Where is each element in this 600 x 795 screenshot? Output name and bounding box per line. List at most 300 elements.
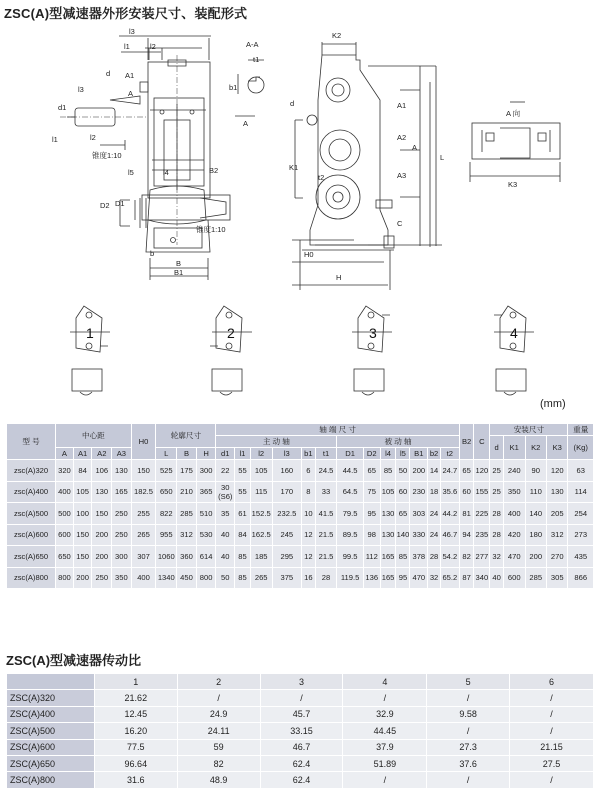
table-row bbox=[7, 567, 594, 589]
table-cell: 85 bbox=[396, 546, 410, 568]
dim-l2-input: l2 bbox=[90, 133, 96, 142]
table-cell: 182.5 bbox=[131, 481, 156, 503]
table-cell: 22 bbox=[216, 460, 235, 482]
col-kg: (Kg) bbox=[568, 436, 594, 460]
table-cell: 130 bbox=[92, 481, 112, 503]
ratio-cell: 9.58 bbox=[427, 706, 510, 722]
table-cell: 273 bbox=[568, 524, 594, 546]
table-row bbox=[7, 503, 594, 525]
table-cell: 21.5 bbox=[315, 546, 337, 568]
a-view-label: A 向 bbox=[506, 109, 521, 118]
section-a-a bbox=[235, 60, 264, 116]
model-cell: zsc(A)500 bbox=[7, 503, 56, 525]
dim-l3-input: l3 bbox=[78, 85, 84, 94]
dim-b1-section: b1 bbox=[229, 83, 238, 92]
table-cell: 10 bbox=[302, 503, 316, 525]
table-cell: 60 bbox=[459, 481, 474, 503]
table-cell: 64.5 bbox=[337, 481, 364, 503]
table-cell: 150 bbox=[73, 546, 92, 568]
ratio-row bbox=[7, 739, 594, 755]
dim-l3: l3 bbox=[129, 27, 135, 36]
table-cell: 822 bbox=[156, 503, 177, 525]
table-cell: 140 bbox=[525, 503, 546, 525]
dim-k1: K1 bbox=[289, 163, 299, 172]
subcol-driven-1: D2 bbox=[363, 448, 380, 460]
ratio-cell: 82 bbox=[177, 755, 260, 771]
ratio-cell: / bbox=[343, 690, 427, 706]
ratio-header-4: 4 bbox=[343, 674, 427, 690]
ratio-row bbox=[7, 772, 594, 788]
ratio-header-corner bbox=[7, 674, 95, 690]
ratio-row bbox=[7, 706, 594, 722]
table-row bbox=[7, 481, 594, 503]
table-cell: 8 bbox=[302, 481, 316, 503]
table-cell: 270 bbox=[546, 546, 567, 568]
table-cell: 285 bbox=[177, 503, 197, 525]
ratio-cell: 62.4 bbox=[260, 772, 343, 788]
table-cell: 40 bbox=[216, 546, 235, 568]
table-cell: 79.5 bbox=[337, 503, 364, 525]
table-cell: 140 bbox=[396, 524, 410, 546]
table-cell: 28 bbox=[490, 524, 504, 546]
ratio-cell: 24.9 bbox=[177, 706, 260, 722]
table-cell: 470 bbox=[410, 567, 428, 589]
table-cell: 1340 bbox=[156, 567, 177, 589]
subcol-drive-3: l3 bbox=[272, 448, 301, 460]
table-cell: 105 bbox=[73, 481, 92, 503]
col-k1: K1 bbox=[504, 436, 525, 460]
ratio-row bbox=[7, 755, 594, 771]
table-cell: 265 bbox=[131, 524, 156, 546]
ratio-cell: 45.7 bbox=[260, 706, 343, 722]
dim-l2: l2 bbox=[150, 42, 156, 51]
table-cell: 165 bbox=[380, 546, 396, 568]
dim-b2: B2 bbox=[209, 166, 219, 175]
table-cell: 375 bbox=[272, 567, 301, 589]
table-cell: 14 bbox=[428, 460, 441, 482]
table-cell: 130 bbox=[112, 460, 132, 482]
table-cell: 450 bbox=[177, 567, 197, 589]
dim-t2: t2 bbox=[318, 173, 325, 182]
table-cell: 420 bbox=[504, 524, 525, 546]
table-cell: 40 bbox=[216, 524, 235, 546]
table-cell: 119.5 bbox=[337, 567, 364, 589]
table-cell: 255 bbox=[131, 503, 156, 525]
assembly-form-4 bbox=[494, 306, 534, 395]
table-cell: 360 bbox=[177, 546, 197, 568]
dim-b: b bbox=[150, 249, 155, 258]
dim-a1-front: A1 bbox=[125, 71, 135, 80]
table-cell: 44.2 bbox=[440, 503, 459, 525]
table-cell: 12 bbox=[302, 524, 316, 546]
table-cell: 32 bbox=[428, 567, 441, 589]
table-cell: 150 bbox=[92, 503, 112, 525]
table-cell: 312 bbox=[546, 524, 567, 546]
col-model: 型 号 bbox=[7, 424, 56, 460]
dim-t1: t1 bbox=[253, 55, 260, 64]
col-weight: 重量 bbox=[568, 424, 594, 436]
dim-d: d bbox=[106, 69, 111, 78]
table-cell: 150 bbox=[131, 460, 156, 482]
col-c: C bbox=[474, 424, 490, 460]
table-cell: 55 bbox=[235, 481, 251, 503]
table-cell: 600 bbox=[56, 524, 74, 546]
table-cell: 105 bbox=[380, 481, 396, 503]
dim-c: C bbox=[397, 219, 403, 228]
table-cell: 170 bbox=[272, 481, 301, 503]
assembly-form-2 bbox=[210, 306, 252, 395]
subcol-center-3: A3 bbox=[112, 448, 132, 460]
ratio-cell: 21.15 bbox=[510, 739, 594, 755]
form-number-1: 1 bbox=[86, 325, 94, 341]
ratio-header-3: 3 bbox=[260, 674, 343, 690]
table-cell: 120 bbox=[474, 460, 490, 482]
table-cell: 110 bbox=[525, 481, 546, 503]
table-cell: 12 bbox=[302, 546, 316, 568]
ratio-row bbox=[7, 690, 594, 706]
dim-l4: l4 bbox=[163, 168, 169, 177]
table-cell: 340 bbox=[474, 567, 490, 589]
subcol-driven-2: l4 bbox=[380, 448, 396, 460]
ratio-cell: 21.62 bbox=[94, 690, 177, 706]
table-cell: 21.5 bbox=[315, 524, 337, 546]
side-view bbox=[292, 42, 445, 290]
table-cell: 232.5 bbox=[272, 503, 301, 525]
table-cell: 175 bbox=[177, 460, 197, 482]
section-label: A-A bbox=[246, 40, 259, 49]
table-cell: 114 bbox=[568, 481, 594, 503]
table-cell: 84 bbox=[73, 460, 92, 482]
table-cell: 50 bbox=[396, 460, 410, 482]
table-cell: 277 bbox=[474, 546, 490, 568]
ratio-model-cell: ZSC(A)800 bbox=[7, 772, 95, 788]
ratio-cell: 62.4 bbox=[260, 755, 343, 771]
table-cell: 105 bbox=[250, 460, 272, 482]
table-cell: 530 bbox=[196, 524, 216, 546]
table-cell: 180 bbox=[525, 524, 546, 546]
table-cell: 90 bbox=[525, 460, 546, 482]
table-cell: 18 bbox=[428, 481, 441, 503]
table-cell: 33 bbox=[315, 481, 337, 503]
ratio-cell: 24.11 bbox=[177, 723, 260, 739]
ratio-header-1: 1 bbox=[94, 674, 177, 690]
table-cell: 50 bbox=[216, 567, 235, 589]
subcol-drive-4: b1 bbox=[302, 448, 316, 460]
dim-b1: B1 bbox=[174, 268, 184, 277]
col-d: d bbox=[490, 436, 504, 460]
table-cell: 300 bbox=[112, 546, 132, 568]
dim-l5: l5 bbox=[128, 168, 134, 177]
table-cell: 41.5 bbox=[315, 503, 337, 525]
table-cell: 510 bbox=[196, 503, 216, 525]
table-cell: 65 bbox=[396, 503, 410, 525]
subcol-drive-2: l2 bbox=[250, 448, 272, 460]
table-cell: 44.5 bbox=[337, 460, 364, 482]
model-cell: zsc(A)320 bbox=[7, 460, 56, 482]
table-cell: 155 bbox=[474, 481, 490, 503]
table-cell: 24.7 bbox=[440, 460, 459, 482]
table-cell: 84 bbox=[235, 524, 251, 546]
dim-d2: D2 bbox=[100, 201, 110, 210]
table-cell: 25 bbox=[490, 481, 504, 503]
dim-b-outline: B bbox=[176, 259, 182, 268]
table-cell: 200 bbox=[73, 567, 92, 589]
table-cell: 85 bbox=[235, 567, 251, 589]
ratio-cell: / bbox=[177, 690, 260, 706]
table-row bbox=[7, 524, 594, 546]
ratio-cell: 16.20 bbox=[94, 723, 177, 739]
table-cell: 112 bbox=[363, 546, 380, 568]
table-cell: 330 bbox=[410, 524, 428, 546]
table-row bbox=[7, 460, 594, 482]
page-title: ZSC(A)型减速器外形安装尺寸、装配形式 bbox=[4, 6, 248, 21]
dim-a-side: A bbox=[412, 143, 418, 152]
table-cell: 82 bbox=[459, 546, 474, 568]
subcol-driven-0: D1 bbox=[337, 448, 364, 460]
ratio-cell: 37.6 bbox=[427, 755, 510, 771]
ratio-cell: / bbox=[260, 690, 343, 706]
form-number-3: 3 bbox=[369, 325, 377, 341]
table-cell: 350 bbox=[112, 567, 132, 589]
table-cell: 305 bbox=[546, 567, 567, 589]
table-cell: 162.5 bbox=[250, 524, 272, 546]
table-cell: 65 bbox=[459, 460, 474, 482]
table-cell: 312 bbox=[177, 524, 197, 546]
table-cell: 400 bbox=[504, 503, 525, 525]
table-cell: 24 bbox=[428, 524, 441, 546]
table-cell: 240 bbox=[504, 460, 525, 482]
ratio-cell: / bbox=[427, 772, 510, 788]
table-cell: 614 bbox=[196, 546, 216, 568]
model-cell: zsc(A)800 bbox=[7, 567, 56, 589]
table-cell: 303 bbox=[410, 503, 428, 525]
ratio-cell: 31.6 bbox=[94, 772, 177, 788]
table-cell: 165 bbox=[380, 567, 396, 589]
dim-h: H bbox=[336, 273, 342, 282]
table-cell: 28 bbox=[315, 567, 337, 589]
table-cell: 136 bbox=[363, 567, 380, 589]
table-cell: 55 bbox=[235, 460, 251, 482]
model-cell: zsc(A)400 bbox=[7, 481, 56, 503]
table-cell: 106 bbox=[92, 460, 112, 482]
col-b2: B2 bbox=[459, 424, 474, 460]
table-cell: 650 bbox=[156, 481, 177, 503]
table-cell: 500 bbox=[56, 503, 74, 525]
table-cell: 81 bbox=[459, 503, 474, 525]
ratio-cell: / bbox=[510, 772, 594, 788]
subcol-outline-1: B bbox=[177, 448, 197, 460]
table-cell: 400 bbox=[56, 481, 74, 503]
table-cell: 955 bbox=[156, 524, 177, 546]
table-cell: 1060 bbox=[156, 546, 177, 568]
table-cell: 115 bbox=[250, 481, 272, 503]
table-cell: 295 bbox=[272, 546, 301, 568]
form-number-4: 4 bbox=[510, 325, 518, 341]
subcol-center-2: A2 bbox=[92, 448, 112, 460]
table-cell: 265 bbox=[250, 567, 272, 589]
subcol-center-1: A1 bbox=[73, 448, 92, 460]
form-number-2: 2 bbox=[227, 325, 235, 341]
table-cell: 200 bbox=[92, 546, 112, 568]
col-center-distance: 中心距 bbox=[56, 424, 132, 448]
table-cell: 250 bbox=[112, 524, 132, 546]
table-cell: 94 bbox=[459, 524, 474, 546]
subcol-driven-3: l5 bbox=[396, 448, 410, 460]
dim-d-side: d bbox=[290, 99, 295, 108]
table-cell: 130 bbox=[546, 481, 567, 503]
dim-a-front: A bbox=[128, 89, 134, 98]
table-cell: 200 bbox=[92, 524, 112, 546]
table-cell: 120 bbox=[546, 460, 567, 482]
table-cell: 435 bbox=[568, 546, 594, 568]
ratio-cell: 32.9 bbox=[343, 706, 427, 722]
subcol-drive-5: t1 bbox=[315, 448, 337, 460]
table-cell: 185 bbox=[250, 546, 272, 568]
table-cell: 130 bbox=[380, 524, 396, 546]
table-cell: 225 bbox=[474, 503, 490, 525]
table-cell: 16 bbox=[302, 567, 316, 589]
table-cell: 235 bbox=[474, 524, 490, 546]
unit-label: (mm) bbox=[540, 398, 566, 410]
table-cell: 89.5 bbox=[337, 524, 364, 546]
dim-a1-side: A1 bbox=[397, 101, 407, 110]
ratio-cell: 48.9 bbox=[177, 772, 260, 788]
table-cell: 100 bbox=[73, 503, 92, 525]
dim-h0: H0 bbox=[304, 250, 314, 259]
technical-drawing bbox=[0, 20, 600, 416]
table-cell: 210 bbox=[177, 481, 197, 503]
table-cell: 160 bbox=[272, 460, 301, 482]
col-drive-shaft: 主 动 轴 bbox=[216, 436, 337, 448]
table-cell: 85 bbox=[380, 460, 396, 482]
table-cell: 30 (S6) bbox=[216, 481, 235, 503]
table-cell: 152.5 bbox=[250, 503, 272, 525]
subcol-driven-6: t2 bbox=[440, 448, 459, 460]
taper-label-1: 锥度1:10 bbox=[92, 151, 122, 160]
col-k2: K2 bbox=[525, 436, 546, 460]
table-cell: 35.6 bbox=[440, 481, 459, 503]
table-cell: 99.5 bbox=[337, 546, 364, 568]
ratio-cell: 77.5 bbox=[94, 739, 177, 755]
table-row bbox=[7, 546, 594, 568]
table-cell: 98 bbox=[363, 524, 380, 546]
ratio-cell: / bbox=[510, 706, 594, 722]
table-cell: 65 bbox=[363, 460, 380, 482]
table-cell: 95 bbox=[396, 567, 410, 589]
ratio-cell: / bbox=[427, 690, 510, 706]
ratio-row bbox=[7, 723, 594, 739]
table-cell: 525 bbox=[156, 460, 177, 482]
ratio-table bbox=[6, 673, 594, 789]
table-cell: 230 bbox=[410, 481, 428, 503]
dim-k3: K3 bbox=[508, 180, 518, 189]
dim-a2: A2 bbox=[397, 133, 407, 142]
table-cell: 40 bbox=[490, 567, 504, 589]
ratio-cell: / bbox=[510, 723, 594, 739]
ratio-cell: 51.89 bbox=[343, 755, 427, 771]
table-cell: 35 bbox=[216, 503, 235, 525]
table-cell: 28 bbox=[428, 546, 441, 568]
dim-k2: K2 bbox=[332, 31, 342, 40]
table-cell: 75 bbox=[363, 481, 380, 503]
table-cell: 800 bbox=[196, 567, 216, 589]
table-cell: 250 bbox=[92, 567, 112, 589]
subcol-outline-0: L bbox=[156, 448, 177, 460]
table-cell: 6 bbox=[302, 460, 316, 482]
table-cell: 600 bbox=[504, 567, 525, 589]
ratio-header-5: 5 bbox=[427, 674, 510, 690]
ratio-cell: 27.3 bbox=[427, 739, 510, 755]
dim-d1-input: d1 bbox=[58, 103, 67, 112]
subcol-drive-1: l1 bbox=[235, 448, 251, 460]
ratio-cell: / bbox=[510, 690, 594, 706]
ratio-header-2: 2 bbox=[177, 674, 260, 690]
dimension-table bbox=[6, 423, 594, 589]
table-cell: 205 bbox=[546, 503, 567, 525]
table-cell: 350 bbox=[504, 481, 525, 503]
ratio-cell: 12.45 bbox=[94, 706, 177, 722]
table-cell: 378 bbox=[410, 546, 428, 568]
table-cell: 24.5 bbox=[315, 460, 337, 482]
col-install: 安装尺寸 bbox=[490, 424, 568, 436]
table-cell: 24 bbox=[428, 503, 441, 525]
table-cell: 245 bbox=[272, 524, 301, 546]
ratio-model-cell: ZSC(A)650 bbox=[7, 755, 95, 771]
table-cell: 61 bbox=[235, 503, 251, 525]
table-cell: 65.2 bbox=[440, 567, 459, 589]
dim-a3: A3 bbox=[397, 171, 407, 180]
subcol-driven-5: b2 bbox=[428, 448, 441, 460]
col-outline: 轮廓尺寸 bbox=[156, 424, 216, 448]
ratio-model-cell: ZSC(A)320 bbox=[7, 690, 95, 706]
subcol-center-0: A bbox=[56, 448, 74, 460]
subcol-drive-0: d1 bbox=[216, 448, 235, 460]
ratio-header-6: 6 bbox=[510, 674, 594, 690]
table-cell: 95 bbox=[363, 503, 380, 525]
col-driven-shaft: 被 动 轴 bbox=[337, 436, 459, 448]
table-cell: 165 bbox=[112, 481, 132, 503]
subcol-driven-4: B1 bbox=[410, 448, 428, 460]
table-cell: 25 bbox=[490, 460, 504, 482]
dim-d1: D1 bbox=[115, 199, 125, 208]
dim-l-total: L bbox=[440, 153, 445, 162]
col-k3: K3 bbox=[546, 436, 567, 460]
assembly-form-1 bbox=[70, 306, 110, 395]
table-cell: 365 bbox=[196, 481, 216, 503]
col-h0: H0 bbox=[131, 424, 156, 460]
table-cell: 28 bbox=[490, 503, 504, 525]
table-cell: 400 bbox=[131, 567, 156, 589]
ratio-cell: / bbox=[427, 723, 510, 739]
table-cell: 866 bbox=[568, 567, 594, 589]
table-cell: 46.7 bbox=[440, 524, 459, 546]
table-cell: 85 bbox=[235, 546, 251, 568]
table-cell: 130 bbox=[380, 503, 396, 525]
table-cell: 63 bbox=[568, 460, 594, 482]
table-cell: 800 bbox=[56, 567, 74, 589]
dim-l1-input: l1 bbox=[52, 135, 58, 144]
table-cell: 300 bbox=[196, 460, 216, 482]
ratio-cell: 27.5 bbox=[510, 755, 594, 771]
table-cell: 470 bbox=[504, 546, 525, 568]
assembly-form-3 bbox=[352, 306, 392, 395]
table-cell: 285 bbox=[525, 567, 546, 589]
table-cell: 200 bbox=[410, 460, 428, 482]
table-cell: 150 bbox=[73, 524, 92, 546]
ratio-cell: 59 bbox=[177, 739, 260, 755]
table-cell: 60 bbox=[396, 481, 410, 503]
table-cell: 54.2 bbox=[440, 546, 459, 568]
